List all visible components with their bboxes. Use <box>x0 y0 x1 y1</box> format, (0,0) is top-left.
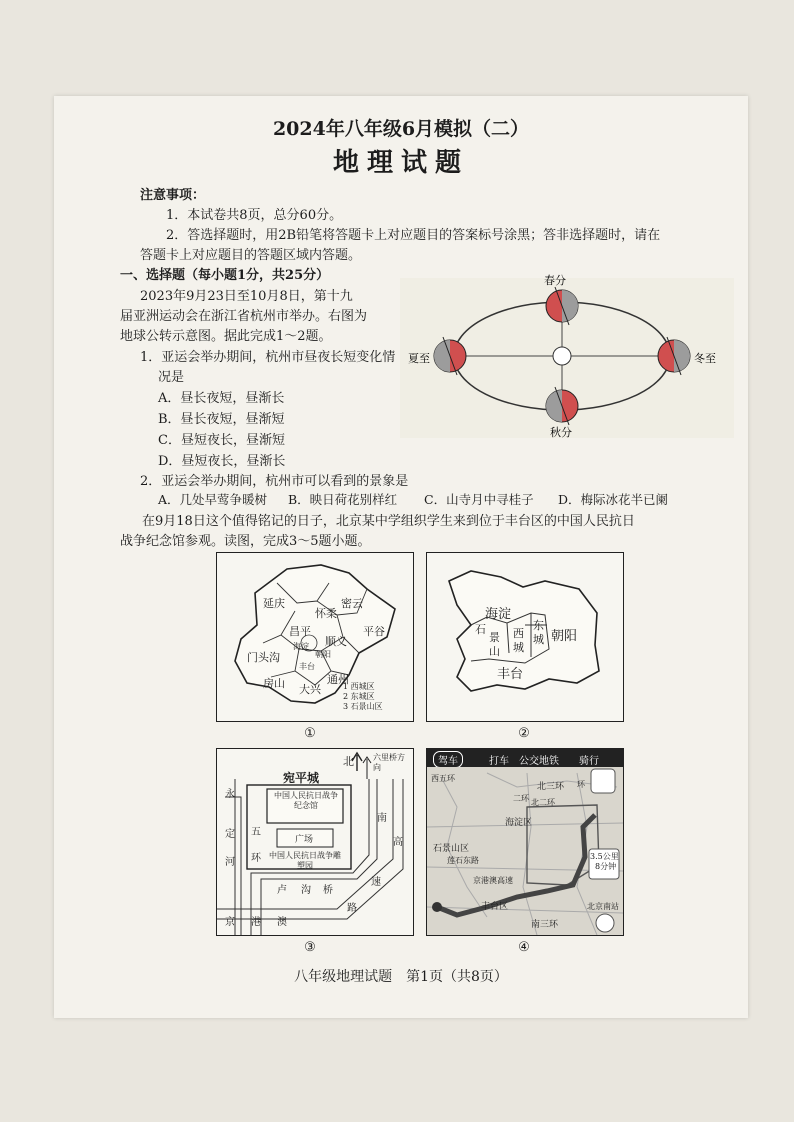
q2-option-a: A．几处早莺争暖树 <box>158 492 268 507</box>
map4-tab-drive[interactable]: 驾车 <box>433 751 463 768</box>
passage2-line1: 在9月18日这个值得铭记的日子，北京某中学组织学生来到位于丰台区的中国人民抗日 <box>142 514 635 529</box>
map4-label-beisanhuan: 北三环 <box>537 782 565 792</box>
map1-label-shunyi: 顺义 <box>325 635 347 648</box>
q1-stem-line2: 况是 <box>158 370 185 385</box>
map4-label-beijingnanzhan: 北京南站 <box>587 902 619 911</box>
map1-label-chaoyang: 朝阳 <box>315 650 331 659</box>
map4-label-haidian: 海淀区 <box>505 818 533 828</box>
label-spring: 春分 <box>544 274 566 287</box>
map2-label-cheng1: 城 <box>513 641 524 654</box>
map4-label-fengtai: 丰台区 <box>481 902 509 912</box>
map3-road-qiao: 桥 <box>323 885 333 896</box>
q2-stem: 2．亚运会举办期间，杭州市可以看到的景象是 <box>140 474 409 489</box>
map4-start-icon <box>432 902 442 912</box>
map3-road-jing: 京 <box>225 917 235 928</box>
map2-label-shan: 山 <box>489 645 500 658</box>
map4-navigation-app <box>426 748 624 936</box>
page-footer: 八年级地理试题 第1页（共8页） <box>294 969 508 985</box>
q2-option-d: D．梅际冰花半已阑 <box>558 492 669 507</box>
map3-sculpture-label: 中国人民抗日战争雕塑园 <box>269 851 341 870</box>
map3-road-nan: 南 <box>377 813 387 824</box>
map1-label-huairou: 怀柔 <box>315 607 337 620</box>
map3-museum-label: 中国人民抗日战争纪念馆 <box>274 791 338 810</box>
map4-label-erhuan: 二环 <box>513 794 529 803</box>
map1-label-fangshan: 房山 <box>263 677 285 690</box>
map4-label-huan: 环 <box>577 780 585 789</box>
section1-heading: 一、选择题（每小题1分，共25分） <box>120 268 330 283</box>
map3-road-su: 速 <box>371 877 381 888</box>
map2-label-dong: 东 <box>533 619 544 632</box>
map4-label-beierhuan: 北二环 <box>531 798 555 807</box>
map3-road-gang: 港 <box>251 917 261 928</box>
map2-label-jing: 景 <box>489 631 500 644</box>
q1-option-a: A．昼长夜短，昼渐长 <box>158 391 285 406</box>
notes-item-2-line1: 2．答选择题时，用2B铅笔将答题卡上对应题目的答案标号涂黑；答非选择题时，请在 <box>166 228 661 243</box>
map3-road-gou: 沟 <box>301 885 311 896</box>
map4-label-jinggangao: 京港澳高速 <box>473 876 513 885</box>
earth-orbit-diagram <box>392 268 742 450</box>
map4-tab-bar <box>427 749 623 767</box>
notes-item-1: 1．本试卷共8页，总分60分。 <box>166 208 343 223</box>
map3-road-road: 路 <box>347 903 357 914</box>
q1-option-d: D．昼短夜长，昼渐长 <box>158 454 286 469</box>
map3-road-yong: 永 <box>225 789 235 800</box>
q1-option-b: B．昼长夜短，昼渐短 <box>158 412 285 427</box>
direction-arrow-icon <box>363 757 371 779</box>
q2-option-b: B．映日荷花别样红 <box>288 492 398 507</box>
map1-label-pinggu: 平谷 <box>363 625 385 638</box>
map2-label-fengtai: 丰台 <box>497 667 524 682</box>
label-autumn: 秋分 <box>550 426 572 439</box>
map2-label-xi: 西 <box>513 627 524 640</box>
section1-intro-line2: 届亚洲运动会在浙江省杭州市举办。右图为 <box>120 309 368 324</box>
map3-road-ding: 定 <box>225 829 235 840</box>
notes-item-2-line2: 答题卡上对应题目的答题区域内答题。 <box>140 248 362 263</box>
exam-title: 2024年八年级6月模拟（二） <box>272 118 530 140</box>
map2-urban-districts <box>426 552 624 722</box>
map2-label-cheng2: 城 <box>533 633 544 646</box>
map1-label-fengtai: 丰台 <box>299 662 315 671</box>
q1-stem-line1: 1．亚运会举办期间，杭州市昼夜长短变化情 <box>140 350 396 365</box>
map1-label-haidian: 海淀 <box>293 642 309 651</box>
map1-label-miyun: 密云 <box>341 597 363 610</box>
map4-tab-taxi[interactable]: 打车 <box>489 756 509 767</box>
map1-label-daxing: 大兴 <box>299 683 321 696</box>
map3-museum-area <box>216 748 414 936</box>
map2-label-shi: 石 <box>475 623 486 636</box>
label-summer: 夏至 <box>408 352 430 365</box>
map1-label-yanqing: 延庆 <box>263 597 285 610</box>
map1-label-mentougou: 门头沟 <box>247 651 280 664</box>
map3-north-label: 北 <box>343 755 354 768</box>
q2-option-c: C．山寺月中寻桂子 <box>424 492 534 507</box>
q1-option-c: C．昼短夜长，昼渐短 <box>158 433 285 448</box>
map4-label-lianshidonglu: 莲石东路 <box>447 856 479 865</box>
map4-tab-bike[interactable]: 骑行 <box>579 756 599 767</box>
map3-square-label: 广场 <box>295 835 314 845</box>
map1-beijing-districts <box>216 552 414 722</box>
map3-road-lu: 卢 <box>277 885 287 896</box>
map1-legend-2: 2 东城区 <box>343 692 375 701</box>
map1-label-changping: 昌平 <box>289 625 311 638</box>
map1-legend-3: 3 石景山区 <box>343 702 383 711</box>
section1-intro-line1: 2023年9月23日至10月8日，第十九 <box>140 289 353 304</box>
map4-label-xiwuhuan: 西五环 <box>431 774 455 783</box>
label-winter: 冬至 <box>694 352 716 365</box>
map2-label-chaoyang: 朝阳 <box>551 629 578 644</box>
map3-bridge-direction: 六里桥方向 <box>373 753 405 772</box>
map3-road-huan: 环 <box>251 853 261 864</box>
exam-paper <box>54 96 748 1018</box>
passage2-line2: 战争纪念馆参观。读图，完成3～5题小题。 <box>120 534 371 549</box>
map3-caption: ③ <box>304 940 316 955</box>
map4-refresh-icon[interactable] <box>596 914 614 932</box>
map4-label-distance: 3.5公里 <box>590 852 619 861</box>
map2-caption: ② <box>518 726 530 741</box>
map3-town-label: 宛平城 <box>283 771 320 785</box>
subject-title: 地理试题 <box>332 148 469 178</box>
section1-intro-line3: 地球公转示意图。据此完成1～2题。 <box>120 329 332 344</box>
map1-label-tongzhou: 通州 <box>327 673 349 686</box>
notes-heading: 注意事项： <box>140 188 206 203</box>
map3-road-ao: 澳 <box>277 917 287 928</box>
map4-caption: ④ <box>518 940 530 955</box>
map1-caption: ① <box>304 726 316 741</box>
map1-legend-1: 1 西城区 <box>343 682 375 691</box>
map4-label-shijingshan: 石景山区 <box>433 844 470 854</box>
map3-road-wu: 五 <box>251 827 261 838</box>
map2-label-haidian: 海淀 <box>485 607 512 622</box>
map4-zoom-button[interactable] <box>591 769 615 793</box>
sun-icon <box>553 347 571 365</box>
map4-label-nansanhuan: 南三环 <box>531 920 559 930</box>
map4-tab-transit[interactable]: 公交地铁 <box>519 756 559 767</box>
map3-road-gao: 高 <box>393 837 403 848</box>
map3-road-he: 河 <box>225 857 235 868</box>
map4-label-duration: 8分钟 <box>595 862 617 871</box>
